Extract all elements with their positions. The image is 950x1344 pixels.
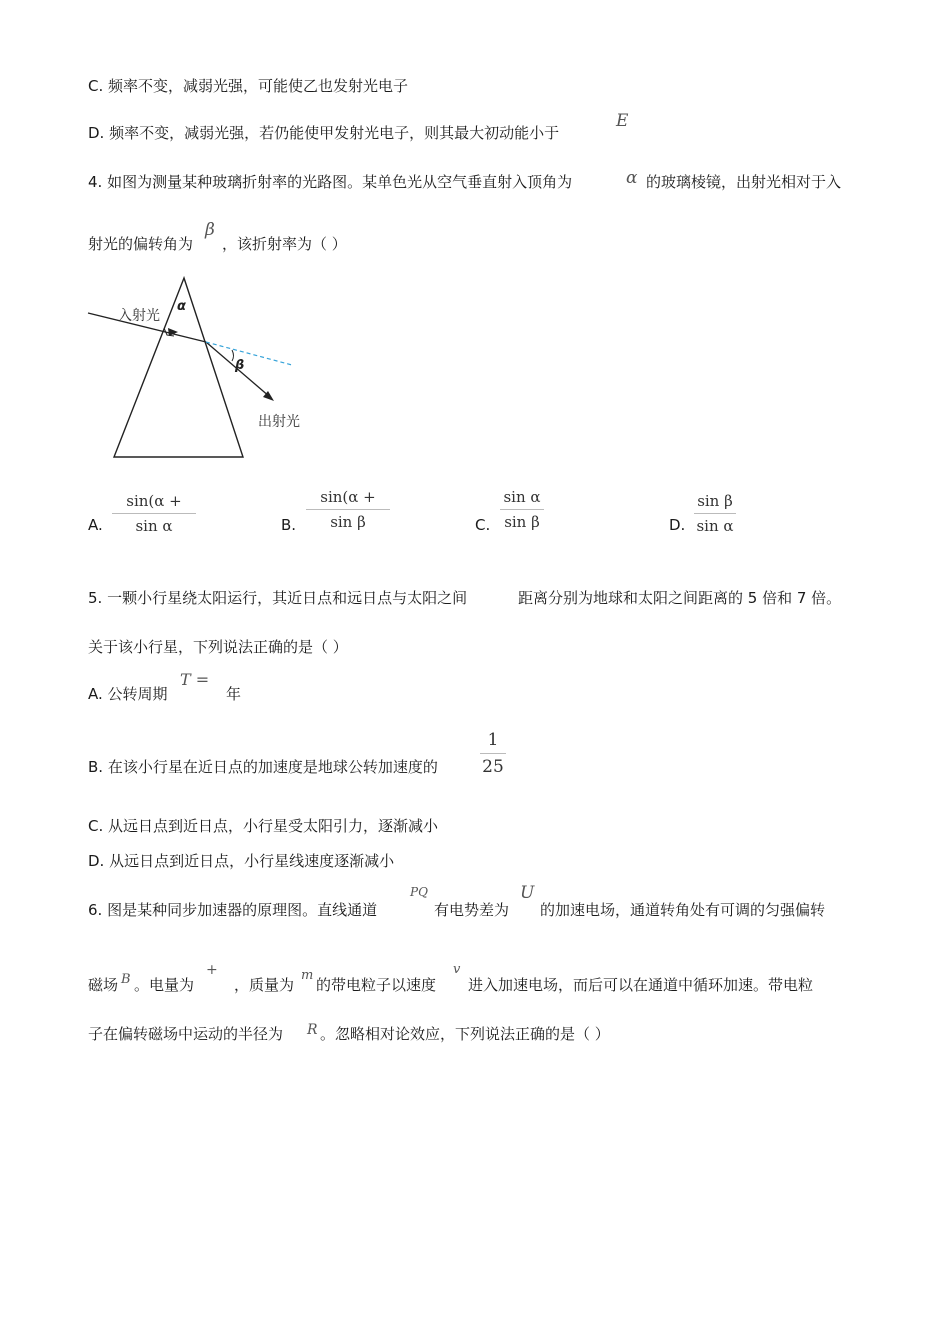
q3-option-c: C. 频率不变，减弱光强，可能使乙也发射光电子 bbox=[88, 77, 409, 95]
q4-option-c-fraction bbox=[500, 488, 544, 531]
q6-v: v bbox=[453, 962, 461, 977]
q6-line2-c: ，质量为 bbox=[234, 976, 295, 994]
q4-alpha: α bbox=[626, 168, 638, 188]
q5-option-d: D. 从远日点到近日点，小行星线速度逐渐减小 bbox=[88, 852, 395, 870]
q4-option-b-fraction bbox=[306, 488, 390, 531]
q4-option-a-fraction bbox=[112, 492, 196, 535]
q5-option-b-num: 1 bbox=[480, 730, 506, 754]
q3-option-d: D. 频率不变，减弱光强，若仍能使甲发射光电子，则其最大初动能小于 bbox=[88, 124, 560, 142]
q6-line1-b: 有电势差为 bbox=[434, 901, 510, 919]
q6-u: U bbox=[520, 883, 535, 903]
q6-line2-e: 进入加速电场，而后可以在通道中循环加速。带电粒 bbox=[468, 976, 814, 994]
q4-line1-b: 的玻璃棱镜，出射光相对于入 bbox=[646, 173, 842, 191]
q4-option-b-num: sin(α + bbox=[306, 488, 390, 510]
q5-option-b-den: 25 bbox=[482, 757, 504, 777]
q4-option-d-num: sin β bbox=[694, 492, 736, 514]
q5-period-symbol: T = bbox=[180, 670, 210, 689]
incident-label: 入射光 bbox=[118, 308, 160, 324]
q4-option-c-num: sin α bbox=[500, 488, 544, 510]
q4-option-a-den: sin α bbox=[135, 517, 173, 535]
q5-line2: 关于该小行星，下列说法正确的是（ ） bbox=[88, 638, 348, 656]
q6-line3-b: 。忽略相对论效应，下列说法正确的是（ ） bbox=[320, 1025, 610, 1043]
q5-option-c: C. 从远日点到近日点，小行星受太阳引力，逐渐减小 bbox=[88, 817, 439, 835]
q5-option-b: B. 在该小行星在近日点的加速度是地球公转加速度的 bbox=[88, 758, 438, 776]
q5-option-a-unit: 年 bbox=[226, 685, 242, 703]
q6-r: R bbox=[307, 1022, 318, 1038]
prism-figure bbox=[80, 270, 320, 470]
q6-b: B bbox=[121, 972, 131, 987]
q6-pq: PQ bbox=[410, 885, 428, 899]
q4-option-a-num: sin(α + bbox=[112, 492, 196, 514]
q5-line1-a: 5. 一颗小行星绕太阳运行，其近日点和远日点与太阳之间 bbox=[88, 589, 468, 607]
q6-line3-a: 子在偏转磁场中运动的半径为 bbox=[88, 1025, 284, 1043]
q6-line1-c: 的加速电场，通道转角处有可调的匀强偏转 bbox=[540, 901, 826, 919]
q6-plus: + bbox=[206, 962, 218, 978]
q4-option-d-fraction bbox=[694, 492, 736, 535]
q4-option-b-den: sin β bbox=[330, 513, 366, 531]
q6-line2-d: 的带电粒子以速度 bbox=[316, 976, 437, 994]
exit-label: 出射光 bbox=[258, 414, 300, 430]
q5-option-b-fraction bbox=[480, 730, 506, 777]
q4-option-c-letter: C. bbox=[475, 516, 491, 534]
q3-symbol-e: E bbox=[616, 111, 629, 131]
q6-line2-b: 。电量为 bbox=[134, 976, 195, 994]
q4-option-a-letter: A. bbox=[88, 516, 103, 534]
q4-beta: β bbox=[205, 220, 215, 240]
q5-option-a: A. 公转周期 bbox=[88, 685, 168, 703]
q6-line1-a: 6. 图是某种同步加速器的原理图。直线通道 bbox=[88, 901, 378, 919]
alpha-label: α bbox=[177, 299, 186, 314]
q6-line2-a: 磁场 bbox=[88, 976, 119, 994]
q4-option-d-den: sin α bbox=[696, 517, 734, 535]
q4-line2-b: ，该折射率为（ ） bbox=[222, 235, 347, 253]
q4-line2-a: 射光的偏转角为 bbox=[88, 235, 194, 253]
q6-m: m bbox=[301, 968, 314, 983]
beta-label: β bbox=[235, 358, 245, 373]
q4-line1-a: 4. 如图为测量某种玻璃折射率的光路图。某单色光从空气垂直射入顶角为 bbox=[88, 173, 573, 191]
q4-option-b-letter: B. bbox=[281, 516, 297, 534]
q4-option-d-letter: D. bbox=[669, 516, 686, 534]
q4-option-c-den: sin β bbox=[504, 513, 540, 531]
q5-line1-b: 距离分别为地球和太阳之间距离的 5 倍和 7 倍。 bbox=[518, 589, 842, 607]
